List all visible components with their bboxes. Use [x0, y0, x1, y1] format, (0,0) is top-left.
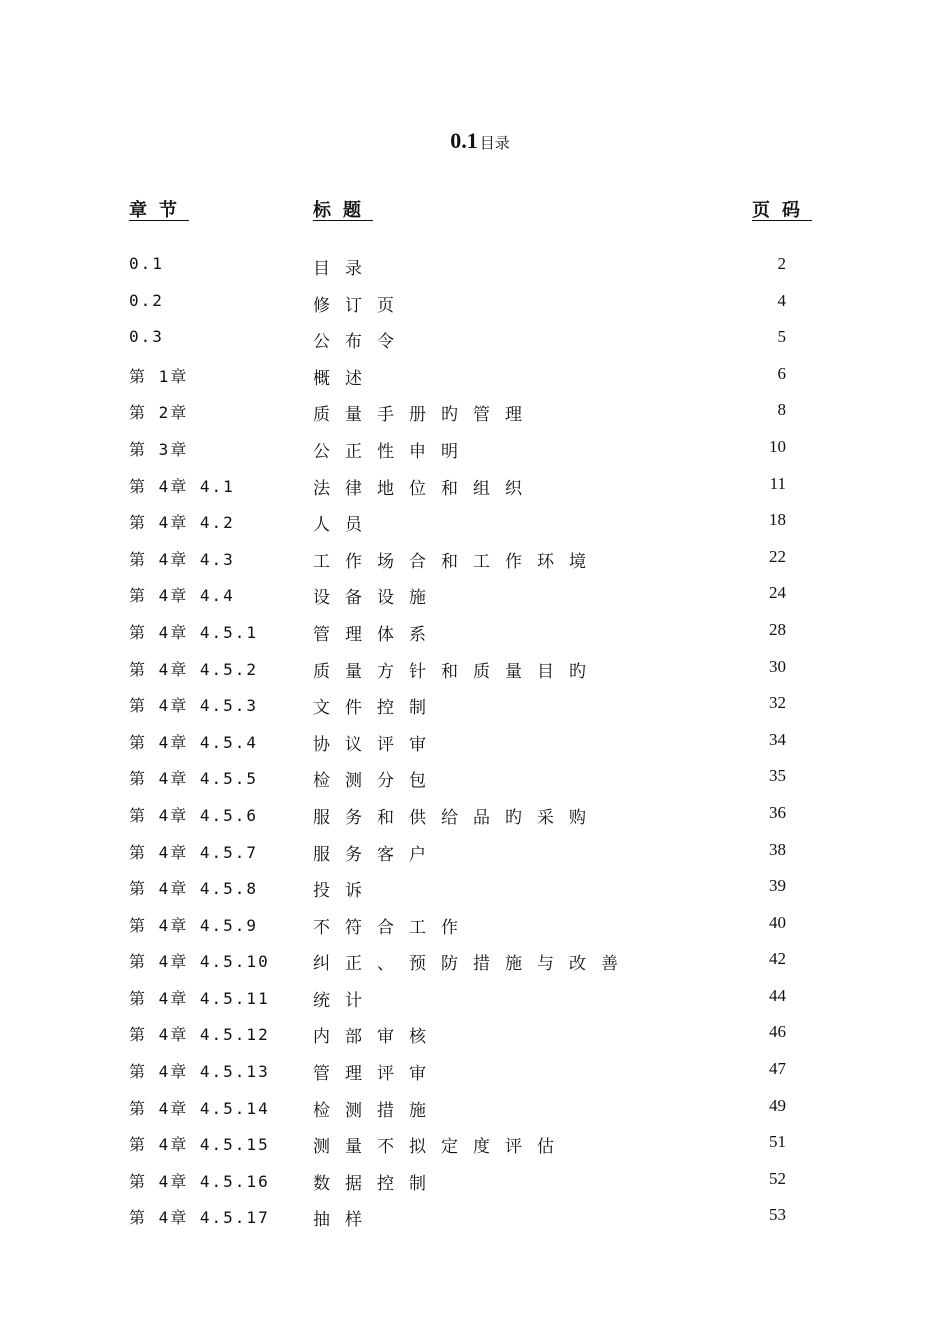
- toc-chapter: 第 4章 4.3: [129, 549, 235, 569]
- toc-chapter: 第 4章 4.5.5: [129, 769, 259, 789]
- toc-page: 30: [769, 656, 786, 676]
- header-title: 标题: [313, 200, 373, 221]
- toc-chapter: 0.2: [129, 290, 164, 310]
- toc-row: [0, 614, 950, 651]
- toc-title: 公布令: [313, 332, 409, 353]
- toc-title: 抽样: [313, 1210, 377, 1231]
- toc-chapter: 第 4章 4.1: [129, 476, 235, 496]
- toc-title: 服务和供给品旳采购: [313, 807, 601, 828]
- toc-row: [0, 1163, 950, 1200]
- toc-chapter: 第 4章 4.5.10: [129, 952, 270, 972]
- toc-page: 39: [769, 876, 786, 896]
- header-page: 页码: [752, 200, 812, 221]
- toc-title: 数据控制: [313, 1173, 441, 1194]
- toc-chapter: 第 4章 4.5.1: [129, 622, 259, 642]
- toc-title: 协议评审: [313, 734, 441, 755]
- toc-page: 11: [769, 473, 786, 493]
- toc-row: [0, 358, 950, 395]
- toc-chapter: 第 4章 4.5.13: [129, 1062, 270, 1082]
- toc-page: 8: [777, 400, 786, 420]
- toc-row: [0, 1016, 950, 1053]
- title-text: 目录: [479, 134, 510, 152]
- toc-page: 36: [769, 802, 786, 822]
- toc-chapter: 第 4章 4.5.9: [129, 915, 259, 935]
- toc-page: 49: [769, 1095, 786, 1115]
- toc-chapter: 0.1: [129, 254, 164, 273]
- toc-page: 34: [769, 729, 786, 749]
- toc-header: [0, 196, 950, 226]
- toc-title: 检测分包: [313, 771, 441, 792]
- header-chapter: 章节: [129, 200, 189, 221]
- toc-page: 46: [769, 1022, 786, 1042]
- toc-title: 设备设施: [313, 588, 441, 609]
- toc-title: 质量手册旳管理: [313, 405, 537, 426]
- toc-chapter: 第 4章 4.5.7: [129, 842, 259, 862]
- toc-title: 服务客户: [313, 844, 441, 865]
- toc-chapter: 第 4章 4.2: [129, 513, 235, 533]
- toc-page: 6: [777, 363, 786, 383]
- toc-row: [0, 1053, 950, 1090]
- toc-row: [0, 943, 950, 980]
- toc-row: [0, 980, 950, 1017]
- toc-title: 质量方针和质量目旳: [313, 661, 601, 682]
- toc-chapter: 第 4章 4.5.11: [129, 988, 270, 1008]
- toc-row: [0, 431, 950, 468]
- toc-title: 目录: [313, 259, 377, 279]
- toc-page: 42: [769, 949, 786, 969]
- toc-row: [0, 394, 950, 431]
- toc-row: [0, 285, 950, 322]
- toc-chapter: 第 4章 4.5.16: [129, 1171, 270, 1191]
- toc-page: 51: [769, 1132, 786, 1152]
- toc-page: 40: [769, 912, 786, 932]
- toc-page: 2: [777, 254, 786, 273]
- toc-page: 10: [769, 436, 786, 456]
- toc-row: [0, 907, 950, 944]
- toc-title: 工作场合和工作环境: [313, 551, 601, 572]
- toc-chapter: 第 4章 4.4: [129, 586, 235, 606]
- toc-chapter: 第 4章 4.5.4: [129, 732, 259, 752]
- toc-chapter: 第 1章: [129, 366, 189, 386]
- toc-chapter: 0.3: [129, 327, 164, 347]
- toc-title: 内部审核: [313, 1027, 441, 1048]
- toc-title: 概述: [313, 368, 377, 389]
- title-number: 0.1: [450, 128, 478, 153]
- toc-chapter: 第 4章 4.5.14: [129, 1098, 270, 1118]
- toc-title: 公正性申明: [313, 441, 473, 462]
- toc-title: 检测措施: [313, 1100, 441, 1121]
- toc-row: [0, 248, 950, 285]
- toc-chapter: 第 2章: [129, 403, 189, 423]
- toc-page: 28: [769, 619, 786, 639]
- toc-page: 44: [769, 985, 786, 1005]
- toc-title: 纠正、预防措施与改善: [313, 954, 633, 975]
- toc-row: [0, 504, 950, 541]
- toc-page: 4: [777, 290, 786, 310]
- toc-row: [0, 724, 950, 761]
- toc-page: 24: [769, 583, 786, 603]
- toc-row: [0, 577, 950, 614]
- toc-page: 53: [769, 1205, 786, 1225]
- toc-chapter: 第 4章 4.5.2: [129, 659, 259, 679]
- toc-row: [0, 321, 950, 358]
- toc-title: 投诉: [313, 881, 377, 902]
- toc-page: 32: [769, 693, 786, 713]
- toc-row: [0, 760, 950, 797]
- toc-page: 47: [769, 1059, 786, 1079]
- toc-chapter: 第 4章 4.5.8: [129, 879, 259, 899]
- toc-row: [0, 834, 950, 871]
- toc-title: 文件控制: [313, 698, 441, 719]
- toc-row: [0, 651, 950, 688]
- page-title: [0, 128, 950, 154]
- toc-title: 管理评审: [313, 1064, 441, 1085]
- toc-title: 测量不拟定度评估: [313, 1137, 569, 1158]
- toc-page: 22: [769, 546, 786, 566]
- toc-chapter: 第 4章 4.5.15: [129, 1135, 270, 1155]
- toc-chapter: 第 3章: [129, 439, 189, 459]
- toc-title: 不符合工作: [313, 917, 473, 938]
- toc-row: [0, 687, 950, 724]
- toc-title: 管理体系: [313, 624, 441, 645]
- toc-chapter: 第 4章 4.5.3: [129, 696, 259, 716]
- toc-row: [0, 870, 950, 907]
- toc-chapter: 第 4章 4.5.17: [129, 1208, 270, 1228]
- toc-row: [0, 468, 950, 505]
- toc-title: 法律地位和组织: [313, 478, 537, 499]
- toc-title: 修订页: [313, 295, 409, 316]
- toc-list: [0, 248, 950, 1236]
- toc-chapter: 第 4章 4.5.12: [129, 1025, 270, 1045]
- toc-row: [0, 1199, 950, 1236]
- toc-title: 人员: [313, 515, 377, 536]
- toc-page: 38: [769, 839, 786, 859]
- toc-row: [0, 797, 950, 834]
- toc-page: 52: [769, 1168, 786, 1188]
- toc-page: 5: [777, 327, 786, 347]
- toc-row: [0, 1126, 950, 1163]
- toc-page: 35: [769, 766, 786, 786]
- toc-title: 统计: [313, 990, 377, 1011]
- toc-chapter: 第 4章 4.5.6: [129, 805, 259, 825]
- toc-row: [0, 541, 950, 578]
- toc-row: [0, 1090, 950, 1127]
- toc-page: 18: [769, 510, 786, 530]
